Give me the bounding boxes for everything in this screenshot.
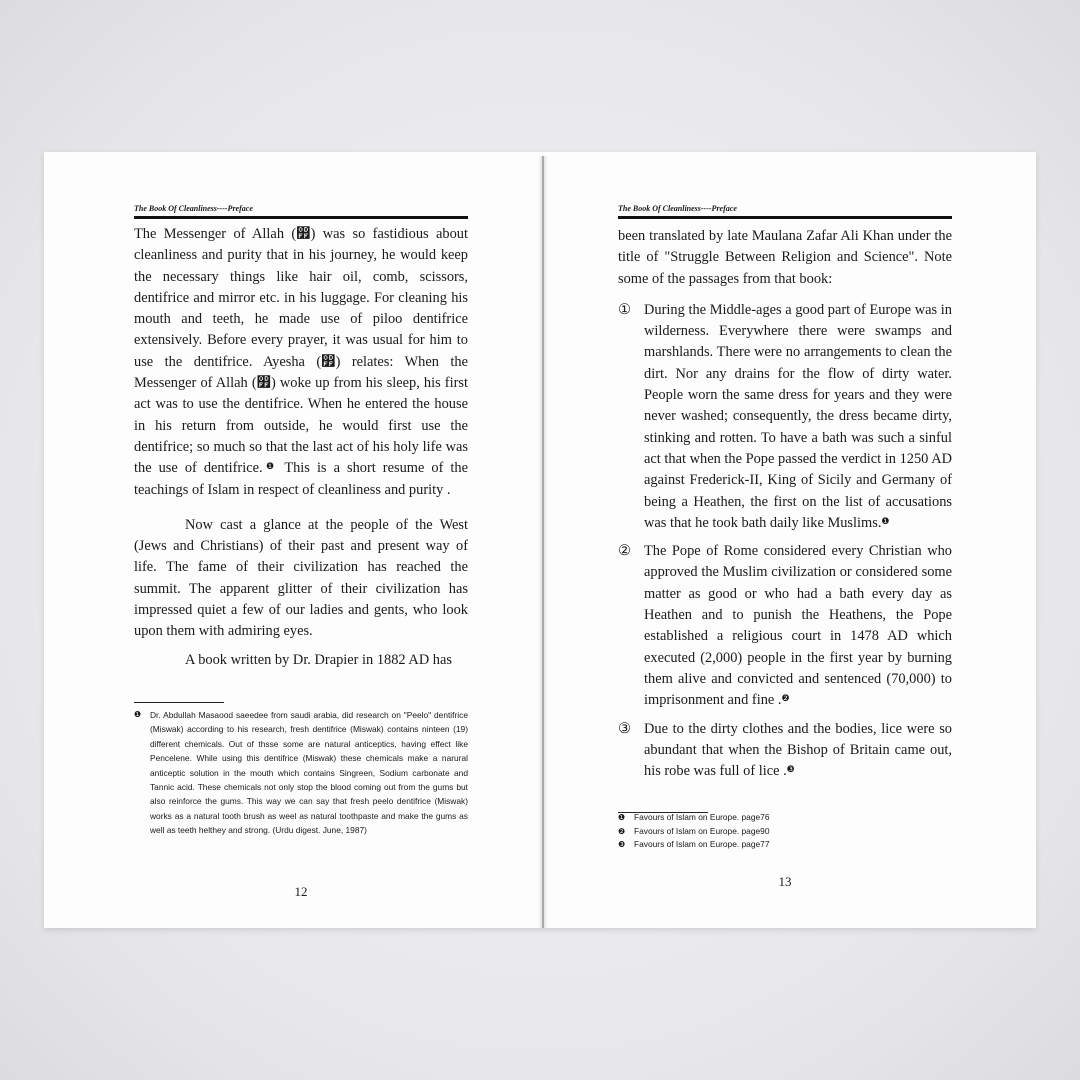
open-book [44, 152, 1036, 928]
item-number: ③ [618, 720, 631, 737]
paragraph [134, 224, 468, 501]
header-rule [618, 216, 952, 219]
item-text: The Pope of Rome considered every Christian who approved the Muslim civilization or considered some matter as good or who had a bath every day as Heathen and to punish the Heathens, the Pope established a religious court in 1478 AD which executed (2,000) people in the first year by burning them alive and convicted and sentenced (70,000) to imprisonment and fine . [644, 543, 952, 709]
book-gutter [538, 156, 548, 928]
body-text [618, 226, 952, 782]
intro-paragraph: been translated by late Maulana Zafar Ali Khan under the title of "Struggle Between Religion and Science". Note some of the passages from that book: [618, 228, 952, 287]
footnotes [134, 708, 468, 838]
running-header [134, 204, 468, 213]
footnote-reference: ❶ [881, 515, 890, 526]
running-header-text: The Book Of Cleanliness----Preface [618, 204, 737, 213]
left-page [134, 152, 468, 928]
header-rule [134, 216, 468, 219]
footnote [618, 811, 952, 825]
footnote [618, 825, 952, 839]
footnote-text: Favours of Islam on Europe. page76 [634, 812, 770, 822]
footnote [618, 838, 952, 852]
paragraph: A book written by Dr. Drapier in 1882 AD has [185, 651, 452, 668]
item-number: ① [618, 301, 631, 318]
item-number: ② [618, 543, 631, 560]
body-text [134, 224, 468, 671]
footnote-mark: ❶ [618, 813, 626, 822]
item-text: Due to the dirty clothes and the bodies, lice were so abundant that when the Bishop of Britain came out, his robe was full of lice . [644, 720, 952, 780]
page-number: 12 [294, 884, 308, 899]
footnote-reference: ❶ [262, 461, 278, 472]
footnote-reference: ❸ [786, 764, 795, 775]
footnote-reference: ❷ [781, 693, 790, 704]
paragraph: Now cast a glance at the people of the West (Jews and Christians) of their past and present way of life. The fame of their civilization has reached the summit. The apparent glitter of their civilization has impressed quiet a few of our ladies and gents, who look upon them with admiring eyes. [134, 516, 468, 640]
footnote-rule [134, 702, 224, 703]
footnote-mark: ❷ [618, 826, 626, 836]
footnotes [618, 811, 952, 852]
running-header [618, 204, 952, 213]
list-item [618, 541, 952, 711]
item-text: During the Middle-ages a good part of Europe was in wilderness. Everywhere there were swamps and marshlands. There were no arrangements to clean the dirt. Nor any drains for the flow of dirty water. People worn the same dress for years and they were never washed; consequently, the dress became dirty, stinking and rotten. To have a bath was such a sinful act that when the Pope passed the verdict in 1250 AD against Frederick-II, King of Sicily and Germany of being a Heathen, the first on the list of accusations was that he took bath daily like Muslims. [644, 301, 952, 531]
paragraph-text: The Messenger of Allah (෿) was so fastidious about cleanliness and purity that in his journey, he would keep the necessary things like hair oil, comb, scissors, dentifrice and mirror etc. in his luggage. For cleaning his mouth and teeth, he made use of piloo dentifrice extensively. Before every prayer, it was usual for him to use the dentifrice. Ayesha (෿) relates: When the Messenger of Allah (෿) woke up from his sleep, his first act was to use the dentifrice. When he entered the house in his return from outside, he would first use the dentifrice; so much so that the last act of his holy life was the use of dentifrice. [134, 226, 468, 477]
list-item [618, 300, 952, 534]
page-number: 13 [778, 874, 792, 889]
footnote [134, 708, 468, 838]
footnote-text: Favours of Islam on Europe. page77 [634, 839, 770, 849]
paragraph-text: This is a short resume of the teachings of Islam in respect of cleanliness and purity . [134, 460, 468, 498]
running-header-text: The Book Of Cleanliness----Preface [134, 204, 253, 213]
footnote-mark: ❸ [618, 840, 626, 849]
footnote-text: Dr. Abdullah Masaood saeedee from saudi arabia, did research on "Peelo" dentifrice (Miswak) according to his research, fresh dentifrice (Miswak) contains ninteen (19) different chemicals. Out of thsse some are natural anticeptics, having effect like Pencelene. While using this dentifrice (Miswak) these chemicals make a narural anticeptic solution in the mouth which contains Singreen, Sodium carbonate and Tannic acid. These chemicals not only stop the blood coming out from the gums but also reinforce the gums. This way we can say that fresh peelo dentifrice (Miswak) works as a natural tooth brush as weel as natural toothpaste and make the gums as well as teeth helthey and strong. (Urdu digest. June, 1987) [150, 710, 468, 836]
footnote-text: Favours of Islam on Europe. page90 [634, 825, 770, 836]
footnote-mark: ❶ [134, 710, 142, 719]
right-page [618, 152, 952, 928]
list-item [618, 719, 952, 783]
